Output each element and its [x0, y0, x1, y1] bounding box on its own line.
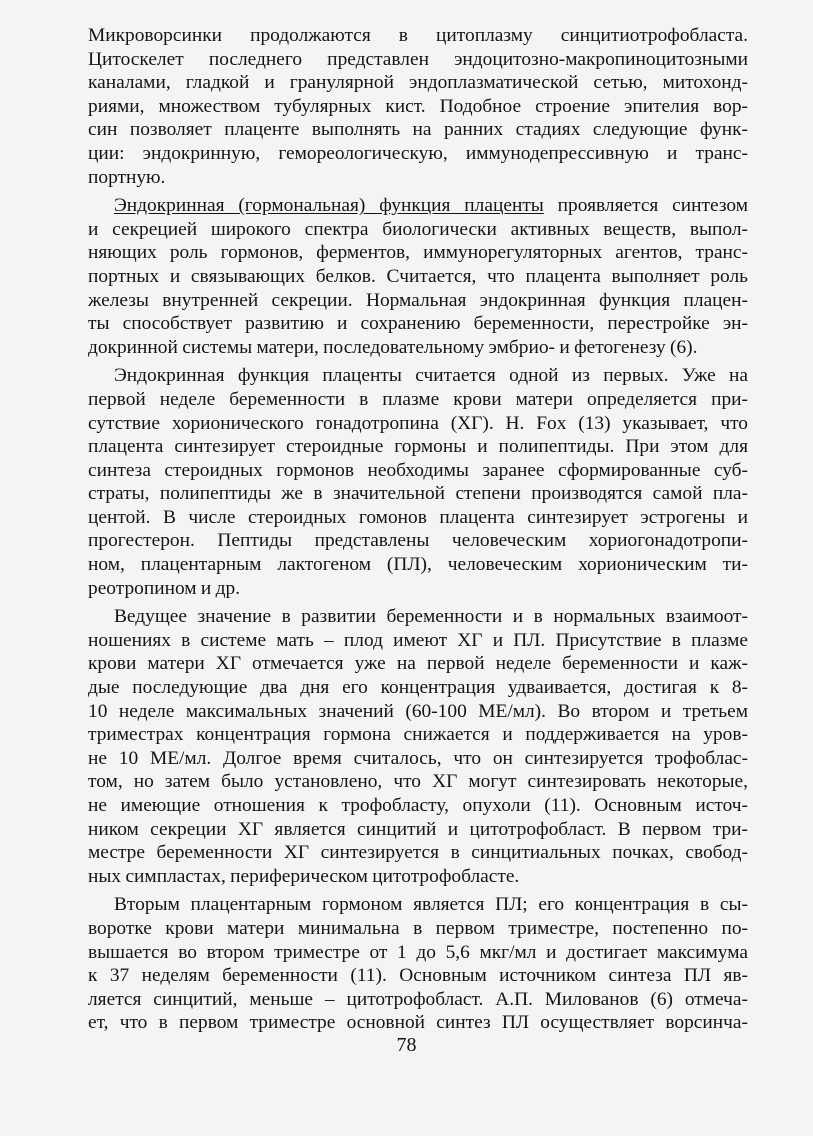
text-line: портную.	[88, 166, 166, 188]
underlined-term: Эндокринная (гормональная) функция плаценты	[114, 195, 544, 217]
text-line: син позволяет плаценте выполнять на ранних стадиях следующие функ-	[88, 119, 748, 141]
text-line: сутствие хорионического гонадотропина (ХГ). H. Fox (13) указывает, что	[88, 412, 748, 434]
text-line: 10 неделе максимальных значений (60-100 МЕ/мл). Во втором и третьем	[88, 700, 748, 722]
text-line: ет, что в первом триместре основной синтез ПЛ осуществляет ворсинча-	[88, 1012, 748, 1034]
text-line: том, но затем было установлено, что ХГ могут синтезировать некоторые,	[88, 771, 748, 793]
text-line: ником секреции ХГ является синцитий и цитотрофобласт. В первом три-	[88, 818, 748, 840]
text-line: Эндокринная функция плаценты считается одной из первых. Уже на	[114, 365, 748, 387]
text-line: докринной системы матери, последовательному эмбрио- и фетогенезу (6).	[88, 336, 698, 358]
text-line: к 37 неделям беременности (11). Основным источником синтеза ПЛ яв-	[88, 965, 748, 987]
text-line: Цитоскелет последнего представлен эндоцитозно-макропиноцитозными	[88, 48, 748, 70]
text-line: дые последующие два дня его концентрация удваивается, достигая к 8-	[88, 677, 748, 699]
paragraph-endocrine-function	[88, 194, 748, 359]
text-line: ляется синцитий, меньше – цитотрофобласт. А.П. Милованов (6) отмеча-	[88, 988, 748, 1010]
text-line: и секрецией широкого спектра биологически активных веществ, выпол-	[88, 218, 748, 240]
text-line: не 10 МЕ/мл. Долгое время считалось, что он синтезируется трофоблас-	[88, 747, 748, 769]
text-line: ношениях в системе мать – плод имеют ХГ и ПЛ. Присутствие в плазме	[88, 629, 748, 651]
text-line: ты способствует развитию и сохранению беременности, перестройке эн-	[88, 313, 748, 335]
text-line: местре беременности ХГ синтезируется в синцитиальных почках, свобод-	[88, 842, 748, 864]
text-line: каналами, гладкой и гранулярной эндоплазматической сетью, митохонд-	[88, 72, 748, 94]
paragraph-placental-lactogen	[88, 893, 748, 1035]
text-line: плацента синтезирует стероидные гормоны и полипептиды. При этом для	[88, 436, 748, 458]
text-line: вышается во втором триместре от 1 до 5,6 мкг/мл и достигает максимума	[88, 941, 748, 963]
text-line: няющих роль гормонов, ферментов, иммунорегуляторных агентов, транс-	[88, 242, 748, 264]
text-line: триместрах концентрация гормона снижается и поддерживается на уров-	[88, 724, 748, 746]
page-number: 78	[396, 1034, 417, 1056]
text-line: страты, полипептиды же в значительной степени производятся самой пла-	[88, 483, 748, 505]
text-line: железы внутренней секреции. Нормальная эндокринная функция плацен-	[88, 289, 748, 311]
text-line	[88, 194, 748, 218]
text-line: портных и связывающих белков. Считается, что плацента выполняет роль	[88, 265, 748, 287]
text-line: риями, множеством тубулярных кист. Подобное строение эпителия вор-	[88, 95, 748, 117]
text-line: ции: эндокринную, гемореологическую, иммунодепрессивную и транс-	[88, 142, 748, 164]
text-line: синтеза стероидных гормонов необходимы заранее сформированные суб-	[88, 459, 748, 481]
body-text	[88, 24, 748, 1035]
text-line: Микроворсинки продолжаются в цитоплазму синцитиотрофобласта.	[88, 25, 748, 46]
paragraph-microvilli	[88, 24, 748, 189]
text-line: Ведущее значение в развитии беременности и в нормальных взаимоот-	[114, 606, 748, 628]
text-line: воротке крови матери минимальна в первом триместре, постепенно по-	[88, 917, 748, 939]
text-line: Вторым плацентарным гормоном является ПЛ; его концентрация в сы-	[114, 894, 748, 916]
paragraph-hg-pl	[88, 605, 748, 888]
text-line: первой неделе беременности в плазме крови матери определяется при-	[88, 388, 748, 410]
text-line: ных симпластах, периферическом цитотрофобласте.	[88, 865, 520, 887]
paragraph-first-functions	[88, 364, 748, 600]
text-line: центой. В числе стероидных гомонов плацента синтезирует эстрогены и	[88, 506, 748, 528]
text-line: не имеющие отношения к трофобласту, опухоли (11). Основным источ-	[88, 795, 748, 816]
text-line: реотропином и др.	[88, 577, 241, 599]
text-line: ном, плацентарным лактогеном (ПЛ), человеческим хорионическим ти-	[88, 554, 748, 576]
text-line: прогестерон. Пептиды представлены человеческим хориогонадотропи-	[88, 530, 748, 552]
text-line: крови матери ХГ отмечается уже на первой неделе беременности и каж-	[88, 653, 748, 675]
text-fragment: проявляется синтезом	[543, 195, 749, 217]
